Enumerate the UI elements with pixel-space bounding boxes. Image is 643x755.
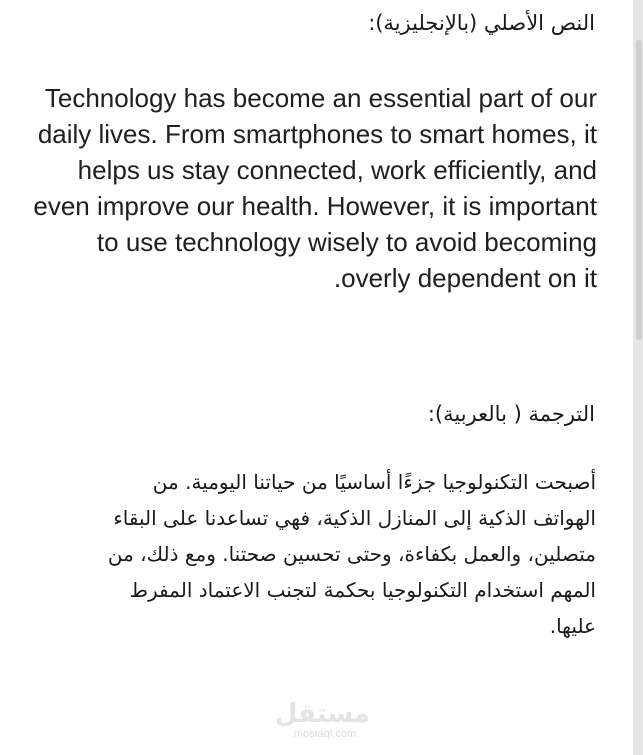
translation-heading: الترجمة ( بالعربية): (427, 402, 595, 426)
paragraph-line: Technology has become an essential part of our (44, 83, 597, 113)
original-text-heading: النص الأصلي (بالإنجليزية): (368, 11, 595, 35)
original-english-paragraph (0, 80, 597, 296)
scrollbar[interactable] (633, 0, 643, 755)
paragraph-line: المهم استخدام التكنولوجيا بحكمة لتجنب الاعتماد المفرط (129, 578, 596, 602)
watermark-logo: مستقل (274, 699, 370, 729)
watermark-url: mostaql.com (293, 728, 357, 740)
paragraph-line: helps us stay connected, work efficiently, and (77, 155, 597, 185)
paragraph-line: عليها. (549, 614, 596, 638)
paragraph-line: overly dependent on it. (333, 263, 597, 293)
paragraph-line: even improve our health. However, it is important (33, 191, 597, 221)
paragraph-line: الهواتف الذكية إلى المنازل الذكية، فهي تساعدنا على البقاء (113, 506, 596, 530)
paragraph-line: أصبحت التكنولوجيا جزءًا أساسيًا من حياتنا اليومية. من (152, 470, 596, 494)
paragraph-line: daily lives. From smartphones to smart homes, it (37, 119, 597, 149)
mostaql-watermark (274, 699, 370, 740)
paragraph-line: متصلين، والعمل بكفاءة، وحتى تحسين صحتنا. ومع ذلك، من (107, 542, 596, 566)
scrollbar-thumb[interactable] (636, 40, 642, 340)
arabic-translation-paragraph (0, 464, 596, 644)
paragraph-line: to use technology wisely to avoid becoming (96, 227, 597, 257)
